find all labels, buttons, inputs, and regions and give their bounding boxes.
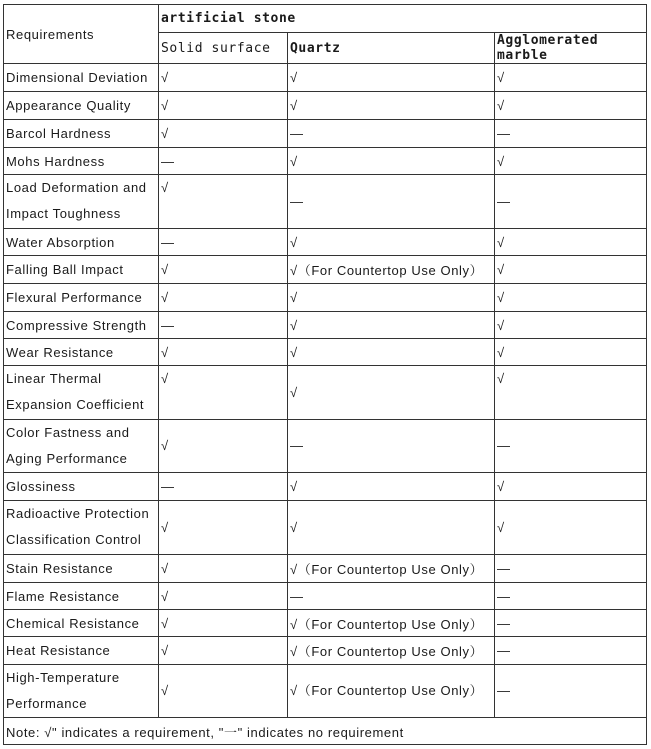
solid-surface-cell: — (159, 312, 288, 339)
quartz-cell: √（For Countertop Use Only） (288, 610, 495, 637)
solid-surface-cell: √ (159, 366, 288, 420)
requirement-label: Compressive Strength (4, 312, 159, 339)
artificial-stone-header: artificial stone (159, 5, 647, 33)
table-row (4, 229, 647, 256)
solid-surface-cell: √ (159, 420, 288, 473)
table-row (4, 637, 647, 665)
marble-cell: — (495, 175, 647, 229)
marble-cell: √ (495, 473, 647, 501)
requirement-label: Falling Ball Impact (4, 256, 159, 284)
marble-cell: √ (495, 501, 647, 555)
quartz-cell: — (288, 120, 495, 148)
note-text: Note: √" indicates a requirement, "一" indicates no requirement (4, 718, 647, 745)
solid-surface-cell: √ (159, 120, 288, 148)
table-row (4, 92, 647, 120)
solid-surface-cell: √ (159, 175, 288, 229)
requirement-label: Color Fastness and Aging Performance (4, 420, 159, 473)
quartz-cell: — (288, 420, 495, 473)
solid-surface-cell: √ (159, 256, 288, 284)
table-row (4, 583, 647, 610)
marble-cell: √ (495, 284, 647, 312)
quartz-cell: √ (288, 501, 495, 555)
quartz-cell: — (288, 175, 495, 229)
solid-surface-cell: √ (159, 610, 288, 637)
requirement-label: Stain Resistance (4, 555, 159, 583)
column-agglomerated-marble: Agglomerated marble (495, 33, 647, 64)
requirement-label: Appearance Quality (4, 92, 159, 120)
table-row (4, 501, 647, 555)
requirement-label: Dimensional Deviation (4, 64, 159, 92)
solid-surface-cell: — (159, 229, 288, 256)
table-row (4, 610, 647, 637)
table-row (4, 148, 647, 175)
solid-surface-cell: — (159, 148, 288, 175)
column-solid-surface: Solid surface (159, 33, 288, 64)
requirement-label: Radioactive Protection Classification Control (4, 501, 159, 555)
quartz-cell: √ (288, 64, 495, 92)
quartz-cell: √ (288, 366, 495, 420)
requirement-label: Flame Resistance (4, 583, 159, 610)
solid-surface-cell: — (159, 473, 288, 501)
requirement-label: Mohs Hardness (4, 148, 159, 175)
marble-cell: — (495, 637, 647, 665)
solid-surface-cell: √ (159, 92, 288, 120)
quartz-cell: √ (288, 312, 495, 339)
marble-cell: — (495, 120, 647, 148)
solid-surface-cell: √ (159, 64, 288, 92)
quartz-cell: √ (288, 284, 495, 312)
table-row (4, 366, 647, 420)
requirement-label: Flexural Performance (4, 284, 159, 312)
table-row (4, 555, 647, 583)
marble-cell: — (495, 610, 647, 637)
column-quartz: Quartz (288, 33, 495, 64)
requirements-header: Requirements (4, 5, 159, 64)
marble-cell: √ (495, 312, 647, 339)
marble-cell: √ (495, 92, 647, 120)
solid-surface-cell: √ (159, 665, 288, 718)
table-row (4, 120, 647, 148)
table-row (4, 665, 647, 718)
table-row (4, 420, 647, 473)
quartz-cell: √（For Countertop Use Only） (288, 555, 495, 583)
requirement-label: Heat Resistance (4, 637, 159, 665)
quartz-cell: √ (288, 229, 495, 256)
solid-surface-cell: √ (159, 339, 288, 366)
marble-cell: — (495, 555, 647, 583)
note-row (4, 718, 647, 745)
solid-surface-cell: √ (159, 501, 288, 555)
solid-surface-cell: √ (159, 555, 288, 583)
quartz-cell: √ (288, 473, 495, 501)
marble-cell: √ (495, 339, 647, 366)
solid-surface-cell: √ (159, 637, 288, 665)
table-row (4, 339, 647, 366)
table-row (4, 473, 647, 501)
requirements-table (3, 4, 647, 745)
marble-cell: √ (495, 148, 647, 175)
requirement-label: Linear Thermal Expansion Coefficient (4, 366, 159, 420)
table-row (4, 284, 647, 312)
quartz-cell: √（For Countertop Use Only） (288, 637, 495, 665)
table-row (4, 312, 647, 339)
marble-cell: √ (495, 229, 647, 256)
requirement-label: High-Temperature Performance (4, 665, 159, 718)
requirement-label: Glossiness (4, 473, 159, 501)
quartz-cell: — (288, 583, 495, 610)
requirement-label: Load Deformation and Impact Toughness (4, 175, 159, 229)
quartz-cell: √ (288, 339, 495, 366)
marble-cell: — (495, 420, 647, 473)
quartz-cell: √（For Countertop Use Only） (288, 256, 495, 284)
marble-cell: √ (495, 64, 647, 92)
table-row (4, 175, 647, 229)
requirement-label: Barcol Hardness (4, 120, 159, 148)
quartz-cell: √ (288, 148, 495, 175)
marble-cell: — (495, 583, 647, 610)
table-row (4, 64, 647, 92)
table-row (4, 256, 647, 284)
marble-cell: √ (495, 256, 647, 284)
solid-surface-cell: √ (159, 284, 288, 312)
quartz-cell: √（For Countertop Use Only） (288, 665, 495, 718)
requirement-label: Water Absorption (4, 229, 159, 256)
quartz-cell: √ (288, 92, 495, 120)
requirement-label: Wear Resistance (4, 339, 159, 366)
solid-surface-cell: √ (159, 583, 288, 610)
requirement-label: Chemical Resistance (4, 610, 159, 637)
marble-cell: √ (495, 366, 647, 420)
marble-cell: — (495, 665, 647, 718)
